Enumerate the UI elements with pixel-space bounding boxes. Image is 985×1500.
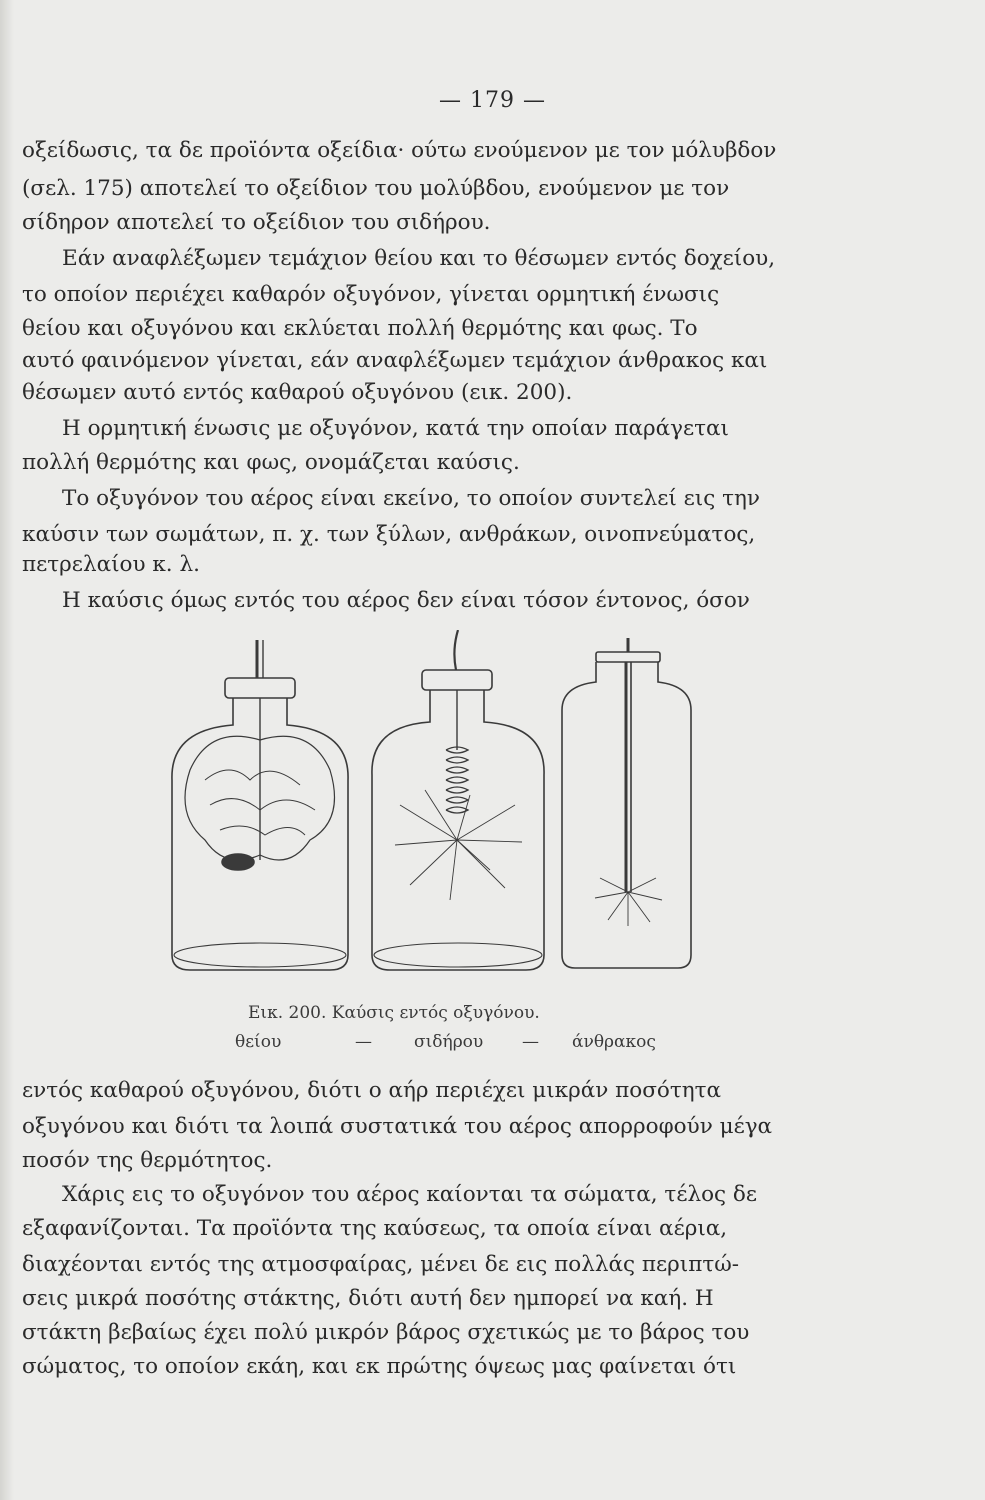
text-line: σεις μικρά ποσότης στάκτης, διότι αυτή δεν ημπορεί να καή. Η	[22, 1286, 714, 1311]
sulfur-jar	[172, 640, 348, 970]
text-line: πολλή θερμότης και φως, ονομάζεται καύσις.	[22, 450, 520, 475]
figure-label-dash: —	[522, 1032, 539, 1052]
iron-jar	[372, 630, 544, 970]
text-line: πετρελαίου κ. λ.	[22, 552, 200, 577]
text-line: στάκτη βεβαίως έχει πολύ μικρόν βάρος σχετικώς με το βάρος του	[22, 1320, 750, 1345]
text-line: (σελ. 175) αποτελεί το οξείδιον του μολύβδου, ενούμενον με τον	[22, 176, 730, 201]
text-line: ποσόν της θερμότητος.	[22, 1148, 273, 1173]
carbon-jar	[562, 638, 691, 968]
figure-label-dash: —	[355, 1032, 372, 1052]
text-line: εξαφανίζονται. Τα προϊόντα της καύσεως, τα οποία είναι αέρια,	[22, 1216, 728, 1241]
text-line: Η καύσις όμως εντός του αέρος δεν είναι τόσον έντονος, όσον	[62, 588, 750, 613]
text-line: καύσιν των σωμάτων, π. χ. των ξύλων, ανθράκων, οινοπνεύματος,	[22, 522, 756, 547]
combustion-jars-illustration	[150, 630, 710, 990]
text-line: αυτό φαινόμενον γίνεται, εάν αναφλέξωμεν τεμάχιον άνθρακος και	[22, 348, 768, 373]
figure-label-carbon: άνθρακος	[572, 1032, 656, 1052]
text-line: Εάν αναφλέξωμεν τεμάχιον θείου και το θέσωμεν εντός δοχείου,	[62, 246, 776, 271]
text-line: το οποίον περιέχει καθαρόν οξυγόνον, γίνεται ορμητική ένωσις	[22, 282, 720, 307]
text-line: Το οξυγόνον του αέρος είναι εκείνο, το οποίον συντελεί εις την	[62, 486, 760, 511]
text-line: Η ορμητική ένωσις με οξυγόνον, κατά την οποίαν παράγεται	[62, 416, 729, 441]
page-number: — 179 —	[439, 88, 546, 113]
text-line: σώματος, το οποίον εκάη, και εκ πρώτης όψεως μας φαίνεται ότι	[22, 1354, 737, 1379]
text-line: οξείδωσις, τα δε προϊόντα οξείδια· ούτω ενούμενον με τον μόλυβδον	[22, 138, 777, 163]
text-line: εντός καθαρού οξυγόνου, διότι ο αήρ περιέχει μικράν ποσότητα	[22, 1078, 722, 1103]
text-line: θείου και οξυγόνου και εκλύεται πολλή θερμότης και φως. Το	[22, 316, 698, 341]
figure-label-sulfur: θείου	[235, 1032, 282, 1052]
text-line: σίδηρον αποτελεί το οξείδιον του σιδήρου.	[22, 210, 491, 235]
text-line: οξυγόνου και διότι τα λοιπά συστατικά του αέρος απορροφούν μέγα	[22, 1114, 773, 1139]
text-line: διαχέονται εντός της ατμοσφαίρας, μένει δε εις πολλάς περιπτώ-	[22, 1252, 740, 1277]
page-edge-shadow	[0, 0, 14, 1500]
text-line: Χάρις εις το οξυγόνον του αέρος καίονται τα σώματα, τέλος δε	[62, 1182, 757, 1207]
text-line: θέσωμεν αυτό εντός καθαρού οξυγόνου (εικ. 200).	[22, 380, 573, 405]
figure-label-iron: σιδήρου	[414, 1032, 484, 1052]
figure-caption: Εικ. 200. Καύσις εντός οξυγόνου.	[248, 1003, 540, 1023]
